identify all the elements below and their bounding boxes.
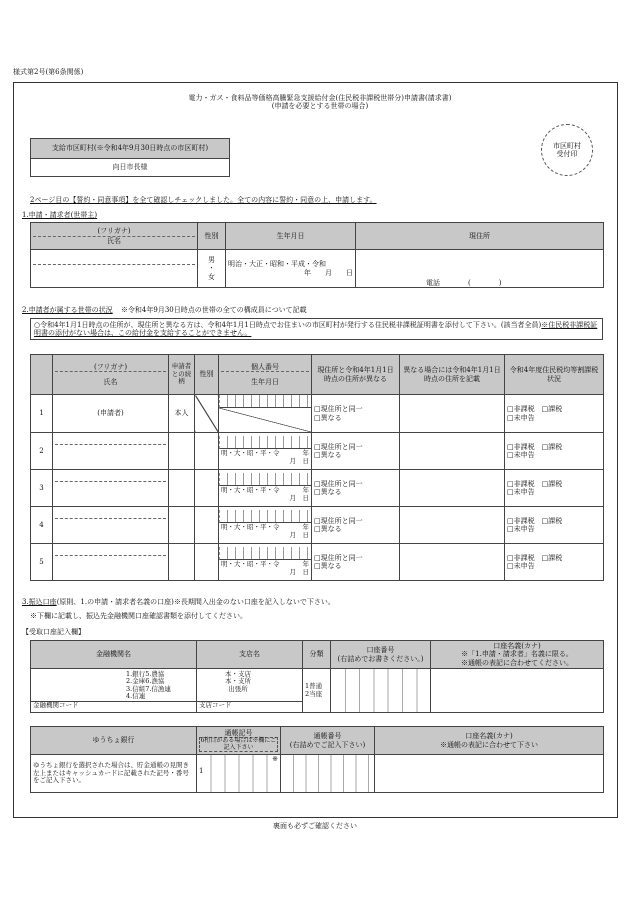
municipality-header: 支給市区町村(※令和4年9月30日時点の市区町村) (31, 139, 230, 159)
birth-year: 年 (302, 486, 309, 495)
holder2-cell[interactable] (375, 755, 604, 793)
consent-statement: 2ページ目の【誓約・同意事項】を全て確認しチェックしました。全ての内容に誓約・同意の上、申請します。 (30, 196, 377, 204)
member-gender[interactable] (195, 507, 219, 544)
gender-dot: ・ (208, 264, 215, 273)
branch-cell[interactable] (197, 669, 303, 713)
s1-gender-cell[interactable] (198, 250, 226, 288)
member-mynumber-birth[interactable] (219, 470, 312, 507)
birth-era: 明・大・昭・平・令 (221, 560, 280, 569)
birth-era: 明・大・昭・平・令 (221, 523, 280, 532)
tax-none-checkbox[interactable]: □未申告 (507, 413, 535, 422)
tax-yes-checkbox[interactable]: □課税 (541, 405, 563, 414)
row-number: 2 (31, 433, 53, 470)
member-name: (申請者) (97, 409, 124, 418)
member-relation[interactable] (169, 544, 195, 581)
bank-header: 金融機関名 (31, 641, 197, 669)
s1-ymd: 年 月 日 (304, 268, 353, 277)
tax-non-checkbox[interactable]: □非課税 (507, 405, 535, 414)
h-tax: 令和4年度住民税均等割課税状況 (505, 355, 604, 395)
section2-note: ※令和4年9月30日時点の世帯の全ての構成員について記載 (120, 306, 307, 314)
h-name (53, 355, 169, 395)
passbook-header (281, 727, 375, 755)
h-no (31, 355, 53, 395)
mynumber-boxes[interactable] (219, 510, 311, 523)
branch-header: 支店名 (197, 641, 303, 669)
addr-same-checkbox[interactable]: □現住所と同一 (314, 479, 363, 488)
form-title (120, 94, 520, 110)
type-header: 分類 (303, 641, 331, 669)
member-relation[interactable] (169, 470, 195, 507)
addr-same-cell[interactable] (312, 395, 400, 433)
tax-cell[interactable] (505, 395, 604, 433)
bank-cell[interactable] (31, 669, 197, 713)
birth-month-day: 月 日 (289, 530, 309, 539)
yucho-note: ゆうちょ銀行を選択された場合は、貯金通帳の見開き左上またはキャッシュカードに記載された記号・番号をご記入下さい。 (31, 755, 197, 793)
form-id: 様式第2号(第6条関係) (13, 68, 84, 76)
bank-code-row[interactable] (31, 701, 197, 712)
symbol-sublabel: 6桁目がある場合は※欄にご記入下さい (200, 736, 277, 751)
tax-cell[interactable] (505, 544, 604, 581)
municipality-value[interactable]: 向日市長様 (31, 159, 230, 177)
household-row (31, 470, 604, 507)
row-number: 5 (31, 544, 53, 581)
member-name-cell[interactable] (53, 470, 169, 507)
branch-code-label: 支店コード (199, 701, 232, 709)
s1-name-cell[interactable] (31, 250, 198, 288)
s1-birth-header: 生年月日 (226, 223, 356, 250)
tax-non-checkbox[interactable]: □非課税 (507, 553, 535, 562)
addr-same-cell[interactable] (312, 507, 400, 544)
birth-year: 年 (302, 560, 309, 569)
account-sublabel: (右詰めでお書きください。) (337, 654, 424, 663)
notice-warning: ※住民税非課税証明書の添付がない場合は、この給付金を支給することができません。 (34, 321, 598, 338)
s1-address-header: 現住所 (356, 223, 604, 250)
holder-sub2: ※通帳の表記に合わせてください。 (461, 658, 573, 667)
mynumber-boxes[interactable] (219, 547, 311, 560)
holder-label: 口座名義(カナ) (493, 642, 541, 651)
section3-heading-line (22, 598, 335, 606)
bank-code-label: 金融機関コード (33, 701, 79, 709)
gender-male[interactable]: 男 (208, 256, 215, 265)
household-row (31, 395, 604, 433)
stamp-line1: 市区町村 (553, 141, 581, 150)
passbook-sublabel: (右詰めでご記入下さい) (289, 740, 366, 749)
account-header (331, 641, 431, 669)
applicant-table (30, 222, 604, 288)
member-mynumber-birth[interactable] (219, 507, 312, 544)
holder2-header (375, 727, 604, 755)
municipality-box (30, 138, 230, 177)
account-label: 口座番号 (366, 646, 395, 655)
addr-same-cell[interactable] (312, 470, 400, 507)
tax-yes-checkbox[interactable]: □課税 (541, 553, 563, 562)
household-row (31, 544, 604, 581)
addr-same-cell[interactable] (312, 433, 400, 470)
holder-header (431, 641, 604, 669)
member-gender[interactable] (195, 395, 219, 433)
mynumber-boxes[interactable] (219, 473, 311, 486)
section3-heading: 3.振込口座 (22, 598, 57, 606)
s1-furigana-label: (フリガナ) (97, 227, 131, 236)
s1-gender-header: 性別 (198, 223, 226, 250)
addr-diff-checkbox[interactable]: □異なる (314, 413, 342, 422)
addr-diff-checkbox[interactable]: □異なる (314, 451, 342, 459)
yucho-table (30, 726, 604, 793)
row-number: 3 (31, 470, 53, 507)
addr-prev-cell[interactable] (400, 544, 505, 581)
entry-heading: 【受取口座記入欄】 (22, 628, 85, 636)
addr-prev-cell[interactable] (400, 507, 505, 544)
mynumber-boxes[interactable] (219, 395, 311, 408)
addr-same-checkbox[interactable]: □現住所と同一 (314, 553, 363, 562)
addr-diff-checkbox[interactable]: □異なる (314, 525, 342, 533)
member-relation[interactable] (169, 433, 195, 470)
member-relation[interactable]: 本人 (169, 395, 195, 433)
tax-cell[interactable] (505, 470, 604, 507)
gender-female[interactable]: 女 (208, 272, 215, 281)
h-birth-label: 生年月日 (221, 371, 309, 386)
symbol-label: 通帳記号 (224, 728, 253, 737)
tax-cell[interactable] (505, 507, 604, 544)
h-mynumber-label: 個人番号 (251, 362, 279, 371)
household-row (31, 433, 604, 470)
birth-era: 明・大・昭・平・令 (221, 449, 280, 458)
tax-none-checkbox[interactable]: □未申告 (507, 451, 535, 459)
s1-eras: 明治・大正・昭和・平成・令和 (228, 260, 326, 269)
member-gender[interactable] (195, 470, 219, 507)
branch-code-row[interactable] (197, 701, 303, 712)
birth-era: 明・大・昭・平・令 (221, 486, 280, 495)
tax-yes-checkbox[interactable]: □課税 (541, 516, 563, 525)
yucho-header: ゆうちょ銀行 (31, 727, 197, 755)
birth-year: 年 (302, 523, 309, 532)
notice-box (30, 318, 603, 340)
holder-cell[interactable] (431, 669, 604, 713)
household-table (30, 354, 604, 581)
addr-same-checkbox[interactable]: □現住所と同一 (314, 516, 363, 525)
h-gender: 性別 (195, 355, 219, 395)
tax-none-checkbox[interactable]: □未申告 (507, 525, 535, 533)
member-name-cell[interactable] (53, 433, 169, 470)
member-gender[interactable] (195, 433, 219, 470)
tax-non-checkbox[interactable]: □非課税 (507, 479, 535, 488)
bank-types: 1.銀行5.農協 2.金庫6.漁協 3.信組7.信漁連 4.信連 (126, 670, 171, 701)
passbook-cell[interactable] (281, 755, 375, 793)
member-mynumber-birth[interactable] (219, 395, 312, 433)
tax-none-checkbox[interactable]: □未申告 (507, 562, 535, 570)
section1-heading: 1.申請・請求者(世帯主) (22, 211, 98, 219)
section2-heading: 2.申請者が属する世帯の状況 (22, 306, 113, 314)
h-relation: 申請者との続柄 (169, 355, 195, 395)
footer-note: 裏面も必ずご確認ください (273, 822, 357, 830)
mynumber-boxes[interactable] (219, 436, 311, 449)
tax-yes-checkbox[interactable]: □課税 (541, 479, 563, 488)
addr-same-checkbox[interactable]: □現住所と同一 (314, 405, 363, 414)
member-name-cell[interactable] (53, 507, 169, 544)
h-furigana-label: (フリガナ) (93, 362, 128, 371)
holder-sub1: ※「1.申請・請求者」名義に限る。 (461, 650, 573, 659)
h-addr-prev: 異なる場合には令和4年1月1日時点の住所を記載 (400, 355, 505, 395)
member-name-cell[interactable] (53, 544, 169, 581)
addr-diff-checkbox[interactable]: □異なる (314, 562, 342, 570)
section3-heading-rest: (原則、1.の申請・請求者名義の口座)※長期間入出金のない口座を記入しないで下さい。 (56, 598, 335, 606)
branch-types: 本・支店 本・支所 出張所 (225, 670, 251, 693)
s1-birth-cell[interactable] (226, 250, 356, 288)
member-mynumber-birth[interactable] (219, 544, 312, 581)
s1-address-cell[interactable] (356, 250, 604, 288)
passbook-label: 通帳番号 (313, 732, 342, 741)
tax-yes-checkbox[interactable]: □課税 (541, 442, 563, 451)
s1-name-label: 氏名 (33, 236, 195, 245)
h-name-label: 氏名 (55, 371, 166, 386)
account-type-cell[interactable]: 1普通 2当座 (303, 669, 331, 713)
birth-year: 年 (302, 449, 309, 458)
addr-same-checkbox[interactable]: □現住所と同一 (314, 442, 363, 451)
member-mynumber-birth[interactable] (219, 433, 312, 470)
s1-phone: 電話 ( ) (426, 278, 502, 287)
tax-non-checkbox[interactable]: □非課税 (507, 516, 535, 525)
birth-month-day: 月 日 (289, 493, 309, 502)
addr-diff-checkbox[interactable]: □異なる (314, 488, 342, 496)
household-row (31, 507, 604, 544)
notice-text: ○令和4年1月1日時点の住所が、現住所と異なる方は、令和4年1月1日時点でお住まいの市区町村が発行する住民税非課税証明書を添付して下さい。(該当者全員) (34, 321, 542, 329)
holder2-label: 口座名義(カナ) (465, 732, 513, 741)
title-line2: (申請を必要とする世帯の場合) (271, 102, 369, 111)
member-relation[interactable] (169, 507, 195, 544)
stamp-line2: 受付印 (556, 150, 578, 158)
title-line1: 電力・ガス・食料品等価格高騰緊急支援給付金(住民税非課税世帯分)申請書(請求書) (188, 94, 452, 102)
symbol-cell[interactable] (197, 755, 281, 793)
bank-table (30, 640, 604, 713)
addr-prev-cell[interactable] (400, 395, 505, 433)
s1-name-header (31, 223, 198, 250)
tax-none-checkbox[interactable]: □未申告 (507, 488, 535, 496)
member-gender[interactable] (195, 544, 219, 581)
addr-prev-cell[interactable] (400, 433, 505, 470)
birth-month-day: 月 日 (289, 567, 309, 576)
addr-prev-cell[interactable] (400, 470, 505, 507)
birth-month-day: 月 日 (289, 456, 309, 465)
tax-cell[interactable] (505, 433, 604, 470)
symbol-mark: ※ (272, 755, 278, 763)
tax-non-checkbox[interactable]: □非課税 (507, 442, 535, 451)
h-mynumber-birth (219, 355, 312, 395)
symbol-header (197, 727, 281, 755)
member-name-cell[interactable] (53, 395, 169, 433)
row-number: 4 (31, 507, 53, 544)
holder2-sublabel: ※通帳の表記に合わせて下さい (440, 740, 538, 749)
reception-stamp (541, 124, 593, 176)
section3-note: ※下欄に記載し、振込先金融機関口座確認書類を添付してください。 (30, 612, 247, 620)
section2-heading-line (22, 306, 307, 314)
addr-same-cell[interactable] (312, 544, 400, 581)
symbol-first-digit: 1 (199, 767, 204, 775)
row-number: 1 (31, 395, 53, 433)
h-addr-same: 現住所と令和4年1月1日時点の住所が異なる (312, 355, 400, 395)
account-number-cell[interactable] (331, 669, 431, 713)
